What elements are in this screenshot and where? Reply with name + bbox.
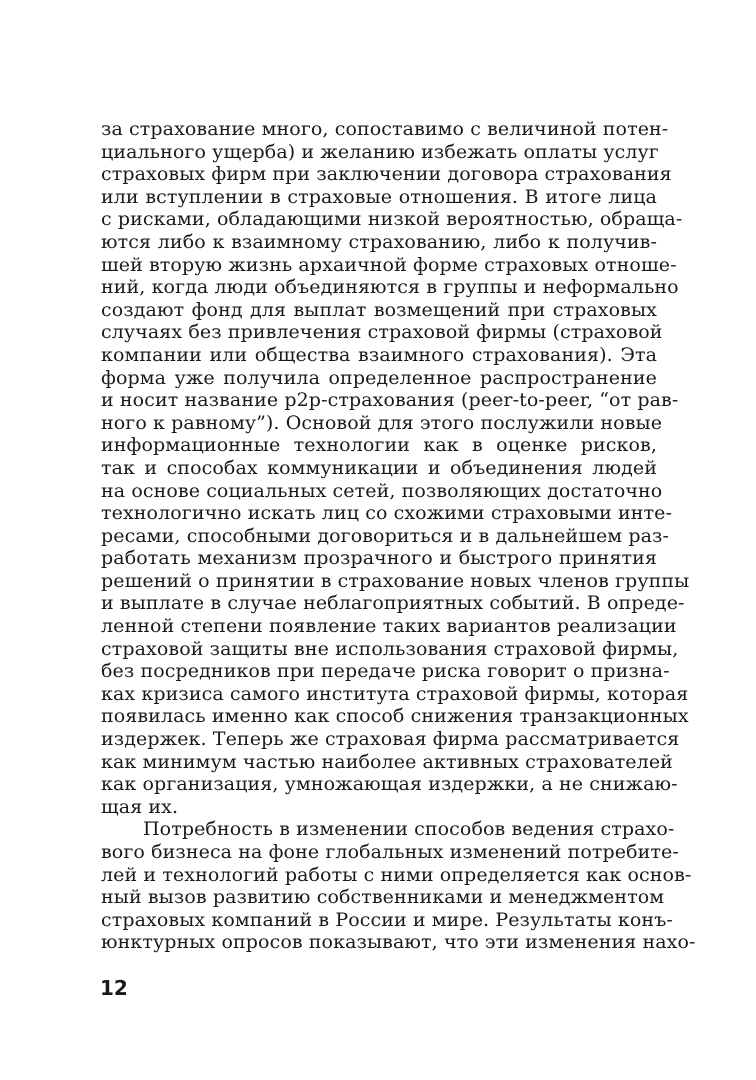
text-line: ный вызов развитию собственниками и менеджментом [101,886,665,909]
text-line: лей и технологий работы с ними определяется как основ- [101,863,692,886]
text-line: форма уже получила определенное распространение [101,366,657,389]
text-line: шей вторую жизнь архаичной форме страховых отноше- [101,253,677,276]
text-line: информационные технологии как в оценке рисков, [101,434,657,457]
text-line: без посредников при передаче риска говорит о призна- [101,660,670,683]
text-line: на основе социальных сетей, позволяющих достаточно [101,479,663,502]
text-line: ний, когда люди объединяются в группы и неформально [101,276,679,299]
text-line: случаях без привлечения страховой фирмы (страховой [101,321,663,344]
text-line: создают фонд для выплат возмещений при страховых [101,298,657,321]
text-line: вого бизнеса на фоне глобальных изменений потребите- [101,841,679,863]
text-line: циального ущерба) и желанию избежать оплаты услуг [101,140,659,163]
text-line: как организация, умножающая издержки, а не снижаю- [101,773,678,796]
text-line: ются либо к взаимному страхованию, либо к получив- [101,230,657,253]
text-line: страховых компаний в России и мире. Результаты конъ- [101,908,673,931]
text-line: ках кризиса самого института страховой фирмы, которая [101,682,689,705]
text-line: технологично искать лиц со схожими страховыми инте- [101,502,673,525]
text-line: юнктурных опросов показывают, что эти изменения нахо- [101,931,696,954]
text-line: появилась именно как способ снижения транзакционных [101,705,689,728]
text-line: и носит название p2p-страхования (peer-to-peer, “от рав- [101,389,679,412]
text-line: издержек. Теперь же страховая фирма рассматривается [101,728,680,751]
text-line: или вступлении в страховые отношения. В итоге лица [101,185,657,208]
text-line: ного к равному”). Основой для этого послужили новые [101,411,663,434]
text-line: ленной степени появление таких вариантов реализации [101,615,677,638]
text-line: с рисками, обладающими низкой вероятностью, обраща- [101,208,683,231]
text-line: страховых фирм при заключении договора страхования [101,163,672,186]
text-line: как минимум частью наиболее активных страхователей [101,750,673,773]
paragraph-start-line: Потребность в изменении способов ведения страхо- [143,818,675,841]
text-line: работать механизм прозрачного и быстрого принятия [101,547,657,570]
text-line: страховой защиты вне использования страховой фирмы, [101,637,679,660]
paragraph-end-line: щая их. [101,795,179,818]
body-text [101,118,696,954]
text-line: так и способах коммуникации и объединения людей [101,456,657,479]
text-line: компании или общества взаимного страхования). Эта [101,343,657,366]
text-line: и выплате в случае неблагоприятных событий. В опреде- [101,592,685,615]
text-line: за страхование много, сопоставимо с величиной потен- [101,118,669,140]
text-line: решений о принятии в страхование новых членов группы [101,569,690,592]
page-number: 12 [100,976,128,1000]
text-line: ресами, способными договориться и в дальнейшем раз- [101,524,669,547]
